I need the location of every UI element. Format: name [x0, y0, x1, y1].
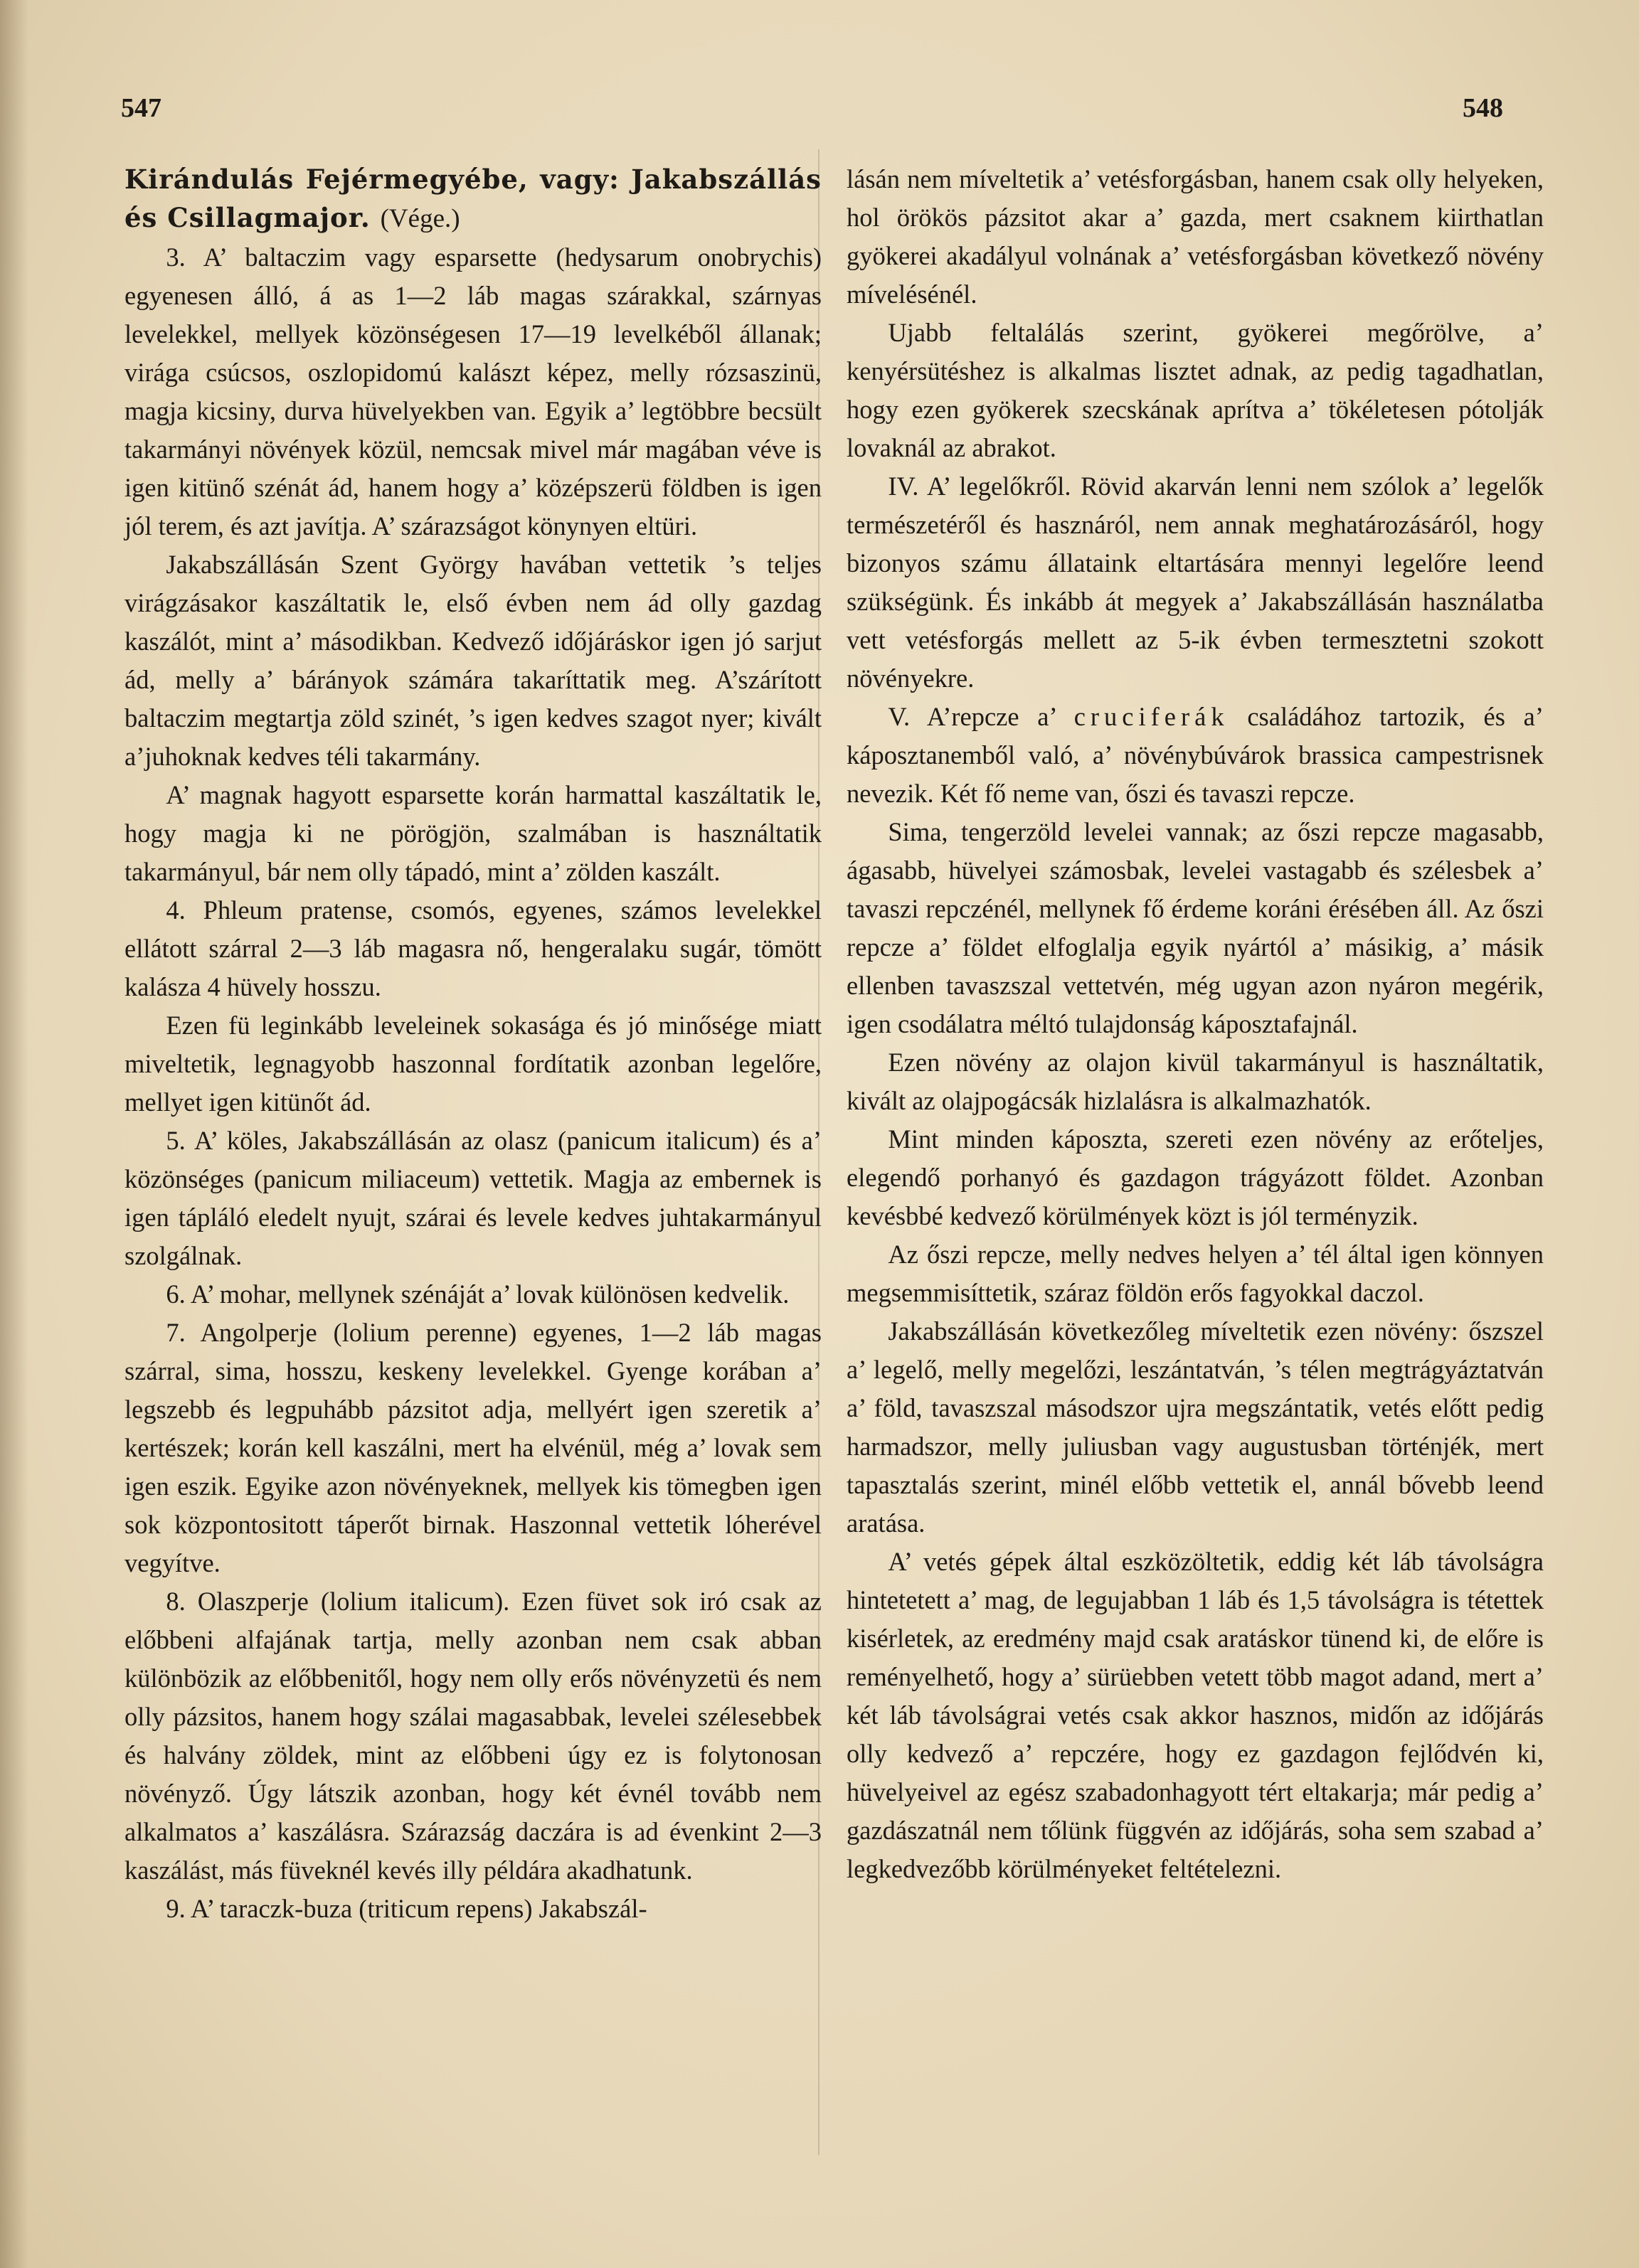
- paragraph: Mint minden káposzta, szereti ezen növény az erőteljes, elegendő porhanyó és gazdagon trágyázott földet. Azonban kevésbbé kedvező körülmények közt is jól terményzik.: [847, 1124, 1544, 1230]
- right-column: [847, 160, 1544, 1888]
- paragraph: 8. Olaszperje (lolium italicum). Ezen füvet sok iró csak az előbbeni alfajának tartja, melly azonban nem csak abban különbözik az előbbenitől, hogy nem olly erős növényzetü és nem olly pázsitos, hanem hogy szálai magasabbak, levelei szélesebbek és halvány zöldek, mint az előbbeni úgy ez is folytonosan növényző. Úgy látszik azonban, hogy két évnél tovább nem alkalmatos a’ kaszálásra. Szárazság daczára is ad évenkint 2—3 kaszálást, más füveknél kevés illy példára akadhatunk.: [124, 1587, 822, 1885]
- paragraph: Jakabszállásán Szent György havában vettetik ’s teljes virágzásakor kaszáltatik le, első évben nem ád olly gazdag kaszálót, mint a’ másodikban. Kedvező időjáráskor igen jó sarjut ád, melly a’ bárányok számára takaríttatik meg. A’szárított baltaczim megtartja zöld szinét, ’s igen kedves szagot nyer; kivált a’juhoknak kedves téli takarmány.: [124, 550, 822, 771]
- paragraph: Ezen fü leginkább leveleinek sokasága és jó minősége miatt miveltetik, legnagyobb haszonnal fordítatik azonban legelőre, mellyet igen kitünőt ád.: [124, 1011, 822, 1117]
- article-title-text: Kirándulás Fejérmegyébe, vagy: Jakabszállás és Csillagmajor.: [124, 164, 822, 233]
- paragraph: A’ vetés gépek által eszközöltetik, eddig két láb távolságra hintetetett a’ mag, de legujabban 1 láb és 1,5 távolságra is tétettek kisérletek, az eredmény majd csak aratáskor tünend ki, de előre is reményelhető, hogy a’ sürüebben vetett több magot adand, mert a’ két láb távolságrai vetés csak akkor hasznos, midőn az időjárás olly kedvező a’ repczére, hogy ez gazdagon fejlődvén ki, hüvelyeivel az egész szabadonhagyott tért eltakarja; már pedig a’ gazdászatnál nem tőlünk függvén az időjárás, soha sem szabad a’ legkedvezőbb körülményeket feltételezni.: [847, 1547, 1544, 1883]
- paragraph: Ujabb feltalálás szerint, gyökerei megőrölve, a’ kenyérsütéshez is alkalmas lisztet adnak, az pedig tagadhatlan, hogy ezen gyökerek szecskának aprítva a’ tökéletesen pótolják lovaknál az abrakot.: [847, 318, 1544, 462]
- paragraph: Ezen növény az olajon kivül takarmányul is használtatik, kivált az olajpogácsák hizlalásra is alkalmazhatók.: [847, 1048, 1544, 1115]
- paragraph: IV. A’ legelőkről. Rövid akarván lenni nem szólok a’ legelők természetéről és hasznáról, nem annak meghatározásáról, hogy bizonyos számu állataink eltartására mennyi legelőre leend szükségünk. És inkább át megyek a’ Jakabszállásán használatba vett vetésforgás mellett az 5-ik évben termesztetni szokott növényekre.: [847, 472, 1544, 693]
- left-column: [124, 160, 822, 1928]
- text-span: családához tartozik, és a’ káposztanemből való, a’ növénybúvárok brassica campestrisnek nevezik. Két fő neme van, őszi és tavaszi repcze.: [847, 702, 1544, 808]
- spaced-term: cruciferák: [1073, 702, 1229, 731]
- page-number-left: 547: [121, 93, 161, 123]
- paragraph: Jakabszállásán következőleg míveltetik ezen növény: őszszel a’ legelő, melly megelőzi, leszántatván, ’s télen megtrágyáztatván a’ föld, tavaszszal másodszor ujra megszántatik, vetés előtt pedig harmadszor, melly juliusban vagy augustusban történjék, mert tapasztalás szerint, minél előbb vettetik el, annál bővebb leend aratása.: [847, 1316, 1544, 1538]
- paragraph: lásán nem míveltetik a’ vetésforgásban, hanem csak olly helyeken, hol örökös pázsitot akar a’ gazda, mert csaknem kiirthatlan gyökerei akadályul volnának a’ vetésforgásban következő növény mívelésénél.: [847, 164, 1544, 309]
- page-number-right: 548: [1463, 93, 1503, 123]
- article-title-suffix: (Vége.): [380, 204, 460, 233]
- paragraph: 5. A’ köles, Jakabszállásán az olasz (panicum italicum) és a’ közönséges (panicum miliaceum) vettetik. Magja az embernek is igen tápláló eledelt nyujt, szárai és levele kedves juhtakarmányul szolgálnak.: [124, 1126, 822, 1270]
- paragraph: 6. A’ mohar, mellynek szénáját a’ lovak különösen kedvelik.: [166, 1279, 790, 1309]
- text-span: V. A’repcze a’: [888, 702, 1056, 731]
- paragraph: A’ magnak hagyott esparsette korán harmattal kaszáltatik le, hogy magja ki ne pörögjön, szalmában is használtatik takarmányul, bár nem olly tápadó, mint a’ zölden kaszált.: [124, 780, 822, 886]
- article-title: [124, 160, 822, 238]
- paragraph: 7. Angolperje (lolium perenne) egyenes, 1—2 láb magas szárral, sima, hosszu, keskeny levelekkel. Gyenge korában a’ legszebb és legpuhább pázsitot adja, mellyért igen szeretik a’ kertészek; korán kell kaszálni, mert ha elvénül, még a’ lovak sem igen eszik. Egyike azon növényeknek, mellyek kis tömegben igen sok központositott táperőt birnak. Haszonnal vettetik lóherével vegyítve.: [124, 1318, 822, 1577]
- paragraph: 3. A’ baltaczim vagy esparsette (hedysarum onobrychis) egyenesen álló, á as 1—2 láb magas szárakkal, szárnyas levelekkel, mellyek közönségesen 17—19 levelkéből állanak; virága csúcsos, oszlopidomú kalászt képez, melly rózsaszinü, magja kicsiny, durva hüvelyekben van. Egyik a’ legtöbbre becsült takarmányi növények közül, nemcsak mivel már magában véve is igen kitünő szénát ád, hanem hogy a’ középszerü földben is igen jól terem, és azt javítja. A’ szárazságot könynyen eltüri.: [124, 243, 822, 541]
- paragraph: 4. Phleum pratense, csomós, egyenes, számos levelekkel ellátott szárral 2—3 láb magasra nő, hengeralaku sugár, tömött kalásza 4 hüvely hosszu.: [124, 895, 822, 1001]
- paragraph: Az őszi repcze, melly nedves helyen a’ tél által igen könnyen megsemmisíttetik, száraz földön erős fagyokkal daczol.: [847, 1240, 1544, 1307]
- page-spine-shadow: [0, 0, 28, 2268]
- paragraph-repcze: [847, 698, 1544, 813]
- paragraph: 9. A’ taraczk-buza (triticum repens) Jakabszál-: [166, 1894, 647, 1923]
- paragraph: Sima, tengerzöld levelei vannak; az őszi repcze magasabb, ágasabb, hüvelyei számosbak, levelei vastagabb és szélesbek a’ tavaszi repczénél, mellynek fő érdeme koráni érésében áll. Az őszi repcze a’ földet elfoglalja egyik nyártól a’ másikig, a’ másik ellenben tavaszszal vettetvén, még ugyan azon nyáron megérik, igen csodálatra méltó tulajdonság káposztafajnál.: [847, 817, 1544, 1038]
